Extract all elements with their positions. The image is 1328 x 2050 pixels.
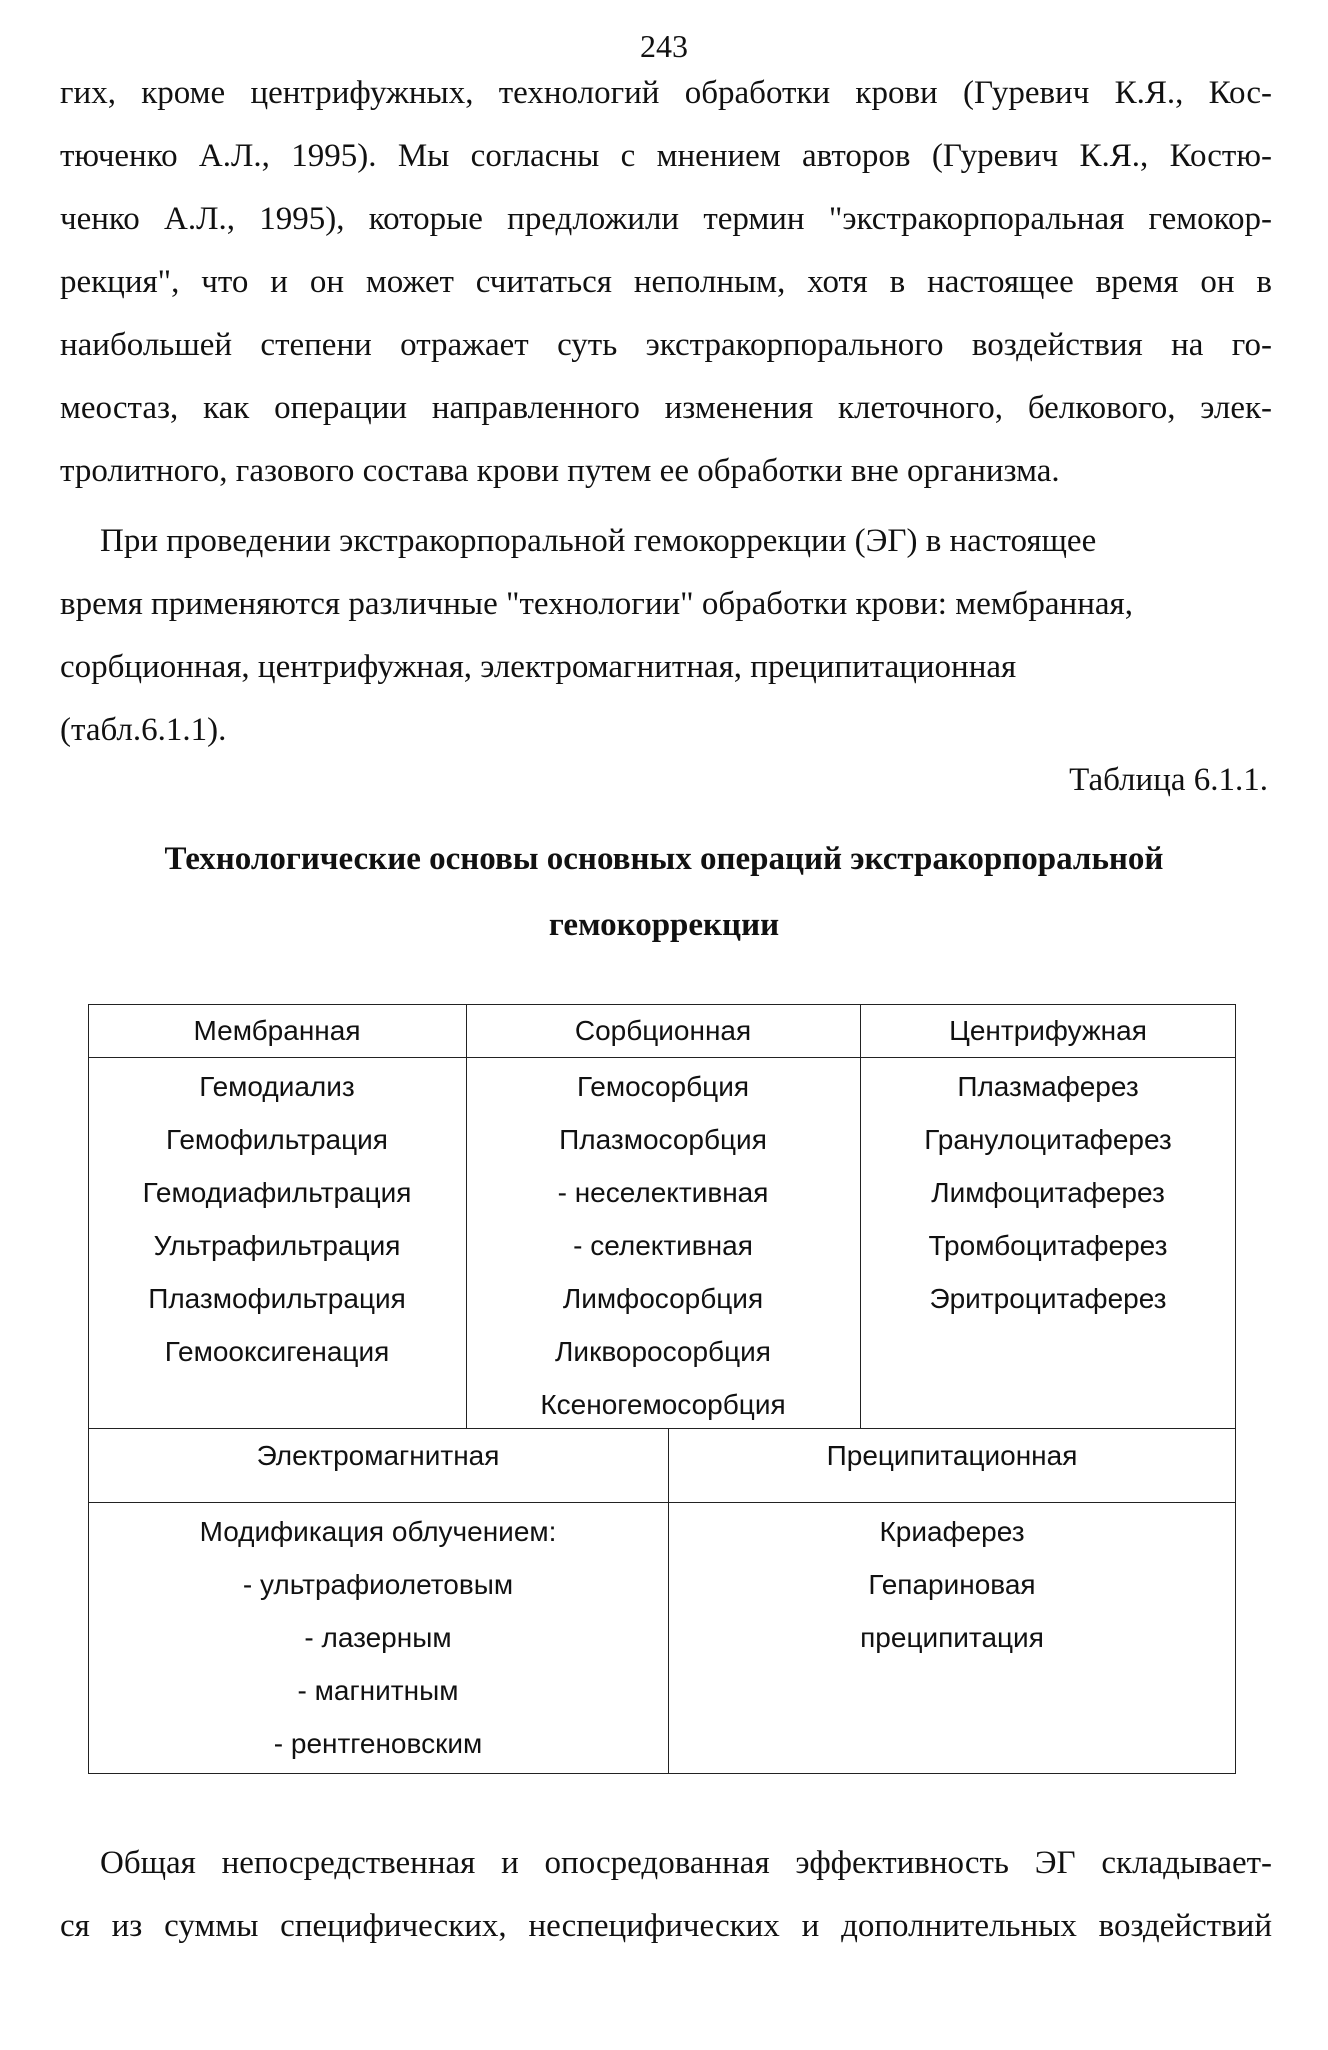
table-item: Тромбоцитаферез xyxy=(928,1230,1168,1261)
table-cell-sorption xyxy=(466,1060,860,1431)
table-divider xyxy=(88,1502,1236,1503)
paragraph-2-line: (табл.6.1.1). xyxy=(60,712,227,748)
table-item: - рентгеновским xyxy=(273,1728,483,1759)
table-item: - лазерным xyxy=(304,1622,452,1653)
table-cell-precipitation xyxy=(668,1505,1236,1664)
paragraph-1-line: гих, кроме центрифужных, технологий обработки крови (Гуревич К.Я., Кос- xyxy=(60,75,1272,111)
table-header-electromagnetic: Электромагнитная xyxy=(256,1440,500,1471)
table-cell-centrifuge xyxy=(860,1060,1236,1325)
table-item: Плазмаферез xyxy=(957,1071,1139,1102)
table-cell-membrane xyxy=(88,1060,466,1378)
table-item: - неселективная xyxy=(557,1177,769,1208)
table-item: - магнитным xyxy=(297,1675,459,1706)
paragraph-1-line: рекция", что и он может считаться неполным, хотя в настоящее время он в xyxy=(60,264,1272,300)
table-item: Ликворосорбция xyxy=(555,1336,771,1367)
table-item: Гемооксигенация xyxy=(164,1336,390,1367)
paragraph-1 xyxy=(60,62,1272,503)
table-item: Ультрафильтрация xyxy=(153,1230,401,1261)
table-item: Плазмосорбция xyxy=(559,1124,767,1155)
table-cell-electromagnetic xyxy=(88,1505,668,1770)
table-title xyxy=(80,826,1248,958)
table-item: Плазмофильтрация xyxy=(148,1283,406,1314)
paragraph-1-line: меостаз, как операции направленного изменения клеточного, белкового, элек- xyxy=(60,390,1272,426)
table-item: - селективная xyxy=(573,1230,753,1261)
table-item: преципитация xyxy=(860,1622,1044,1653)
paragraph-2 xyxy=(60,510,1272,762)
table-item: Гепариновая xyxy=(868,1569,1036,1600)
table-header-membrane: Мембранная xyxy=(193,1015,361,1046)
table-item: Эритроцитаферез xyxy=(929,1283,1167,1314)
table-label: Таблица 6.1.1. xyxy=(1069,762,1268,798)
table-item: Гемодиафильтрация xyxy=(142,1177,412,1208)
table-item: Гемодиализ xyxy=(199,1071,355,1102)
table-item: - ультрафиолетовым xyxy=(242,1569,514,1600)
table-item: Гемосорбция xyxy=(576,1071,750,1102)
table-item: Гемофильтрация xyxy=(166,1124,388,1155)
table-item: Модификация облучением: xyxy=(199,1516,557,1547)
table-item: Ксеногемосорбция xyxy=(540,1389,786,1420)
table-item: Лимфосорбция xyxy=(562,1283,764,1314)
paragraph-1-line: тролитного, газового состава крови путем ее обработки вне организма. xyxy=(60,453,1060,489)
table-item: Криаферез xyxy=(879,1516,1025,1547)
table-title-line: гемокоррекции xyxy=(548,907,780,943)
table-header-sorption: Сорбционная xyxy=(574,1015,752,1046)
page-number: 243 xyxy=(640,28,688,64)
paragraph-2-line: сорбционная, центрифужная, электромагнитная, преципитационная xyxy=(60,649,1017,685)
table-divider xyxy=(88,1057,1236,1058)
paragraph-1-line: наибольшей степени отражает суть экстракорпорального воздействия на го- xyxy=(60,327,1272,363)
table-header-precipitation: Преципитационная xyxy=(826,1440,1078,1471)
table-item: Лимфоцитаферез xyxy=(931,1177,1165,1208)
paragraph-2-line: время применяются различные "технологии" обработки крови: мембранная, xyxy=(60,586,1133,622)
paragraph-2-line: При проведении экстракорпоральной гемокоррекции (ЭГ) в настоящее xyxy=(100,523,1097,559)
paragraph-1-line: ченко А.Л., 1995), которые предложили термин "экстракорпоральная гемокор- xyxy=(60,201,1272,237)
table-title-line: Технологические основы основных операций экстракорпоральной xyxy=(164,841,1164,877)
paragraph-3-line: ся из суммы специфических, неспецифических и дополнительных воздействий xyxy=(60,1908,1272,1944)
paragraph-1-line: тюченко А.Л., 1995). Мы согласны с мнением авторов (Гуревич К.Я., Костю- xyxy=(60,138,1272,174)
paragraph-3 xyxy=(60,1832,1272,1958)
paragraph-3-line: Общая непосредственная и опосредованная эффективность ЭГ складывает- xyxy=(100,1845,1272,1881)
table-item: Гранулоцитаферез xyxy=(924,1124,1172,1155)
table-header-centrifuge: Центрифужная xyxy=(949,1015,1147,1046)
